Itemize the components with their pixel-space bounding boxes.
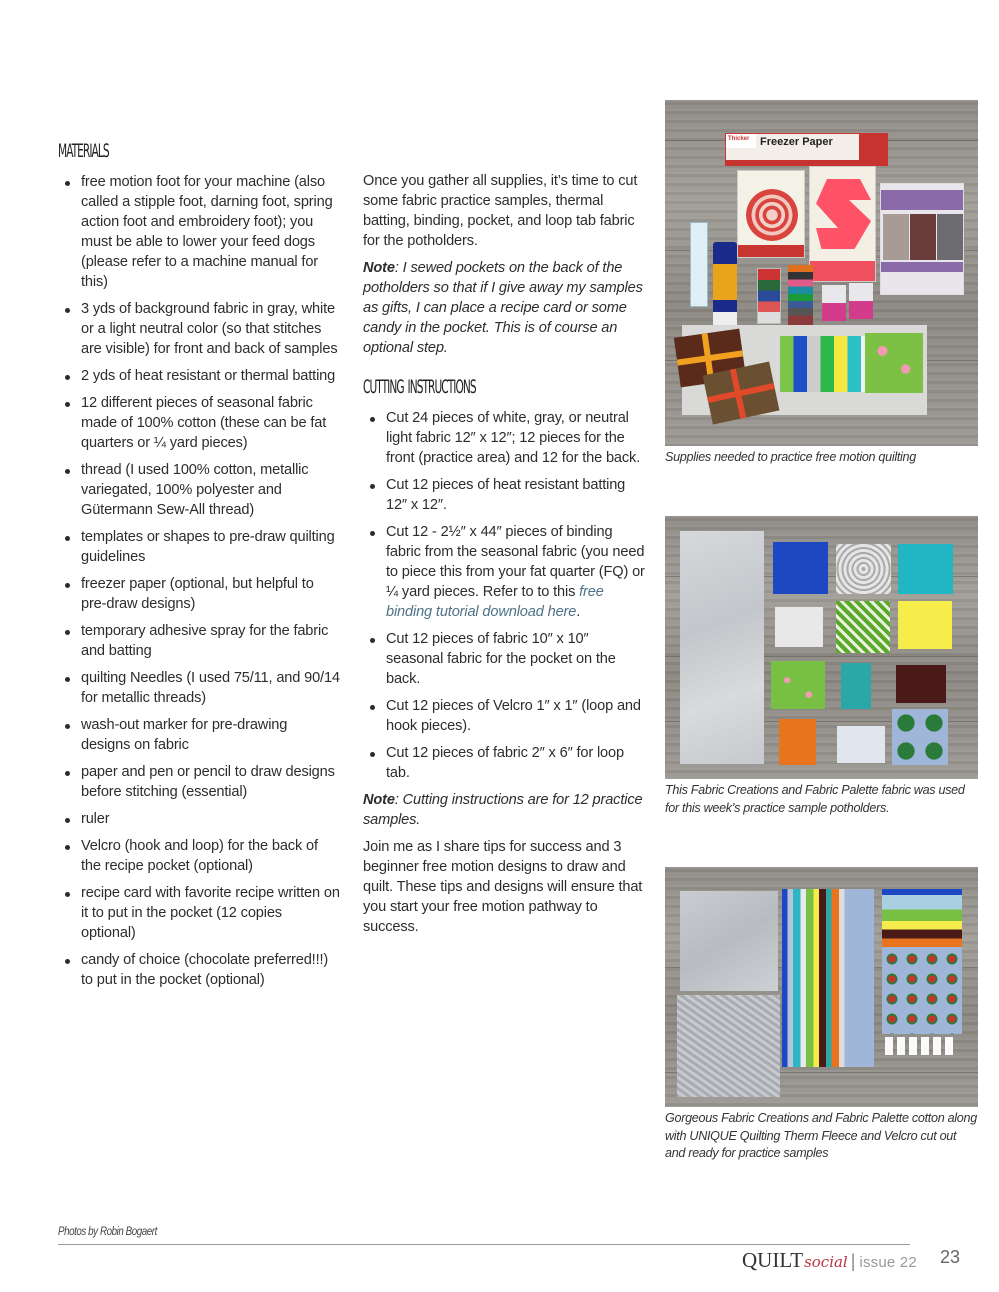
figure-fabrics xyxy=(665,516,979,817)
cutting-item-text: Cut 12 - 2½″ x 44″ pieces of binding fabric from the seasonal fabric (you need to piece this from your fat quarter (FQ) or ¼ yard pieces. Refer to to this xyxy=(386,524,645,600)
cutting-item xyxy=(363,475,648,515)
materials-item: 2 yds of heat resistant or thermal batting xyxy=(58,366,340,386)
circle-template-pack xyxy=(737,170,805,258)
materials-item: freezer paper (optional, but helpful to pre-draw designs) xyxy=(58,574,340,614)
needle-pack-2 xyxy=(849,283,873,319)
materials-item: recipe card with favorite recipe written on it to put in the pocket (12 copies optional) xyxy=(58,883,340,943)
supplies-photo xyxy=(665,100,978,446)
magazine-brand xyxy=(742,1248,917,1273)
cutting-note xyxy=(363,790,648,830)
fabric-fox-brown xyxy=(896,665,946,703)
intro-paragraph: Once you gather all supplies, it’s time to cut some fabric practice samples, thermal batting, binding, pocket, and loop tab fabric for the potholders. xyxy=(363,173,638,249)
gray-fabric-square xyxy=(680,891,778,991)
cutting-item-text: Cut 12 pieces of Velcro 1″ x 1″ (loop and hook pieces). xyxy=(386,698,641,734)
adhesive-spray-can xyxy=(713,242,737,326)
materials-item: ruler xyxy=(58,809,340,829)
gray-fabric-bolt xyxy=(680,531,764,764)
fabric-wreath xyxy=(892,709,948,765)
fabric-stack-bright xyxy=(780,336,870,392)
brand-quilt-wordmark: QUILT xyxy=(742,1248,804,1272)
cutting-item-text: Cut 12 pieces of fabric 10″ x 10″ seasonal fabric for the pocket on the back. xyxy=(386,631,616,687)
note-text: : Cutting instructions are for 12 practice samples. xyxy=(363,792,643,828)
materials-item: Velcro (hook and loop) for the back of the recipe pocket (optional) xyxy=(58,836,340,876)
figure-supplies xyxy=(665,100,978,467)
jelly-template-pack xyxy=(809,166,876,282)
cutting-instructions-heading: cutting instructions xyxy=(363,369,476,400)
therm-fleece-pack xyxy=(880,183,964,295)
cutting-item-text: Cut 12 pieces of fabric 2″ x 6″ for loop tab. xyxy=(386,745,624,781)
instructions-column xyxy=(363,171,648,944)
figure-cut-pieces xyxy=(665,867,979,1163)
brand-social-wordmark: social xyxy=(804,1253,848,1271)
fabric-flower xyxy=(865,333,923,393)
materials-item: candy of choice (chocolate preferred!!!) to put in the pocket (optional) xyxy=(58,950,340,990)
intro-note xyxy=(363,258,648,358)
cut-pieces-photo xyxy=(665,867,978,1107)
fabric-bunnies xyxy=(775,607,823,647)
note-label: Note xyxy=(363,792,395,808)
cutting-item-text: Cut 24 pieces of white, gray, or neutral light fabric 12″ x 12″; 12 pieces for the front (practice area) and 12 for the back. xyxy=(386,410,641,466)
caption-fabrics: This Fabric Creations and Fabric Palette fabric was used for this week’s practice sample potholders. xyxy=(665,783,965,815)
therm-fleece-square xyxy=(677,995,780,1097)
note-text: : I sewed pockets on the back of the potholders so that if I give away my samples as gifts, I can place a recipe card or some candy in the pocket. This is of course an optional step. xyxy=(363,260,643,356)
materials-column xyxy=(58,132,340,997)
materials-item: 3 yds of background fabric in gray, white or a light neutral color (so that stitches are visible) for front and back of samples xyxy=(58,299,340,359)
fabric-green-geo xyxy=(836,601,890,653)
cutting-item xyxy=(363,629,648,689)
materials-item: 12 different pieces of seasonal fabric made of 100% cotton (these can be fat quarters or ¼ yard pieces) xyxy=(58,393,340,453)
materials-item: templates or shapes to pre-draw quilting guidelines xyxy=(58,527,340,567)
cutting-item xyxy=(363,408,648,468)
cutting-item xyxy=(363,743,648,783)
materials-item: wash-out marker for pre-drawing designs on fabric xyxy=(58,715,340,755)
materials-item: paper and pen or pencil to draw designs before stitching (essential) xyxy=(58,762,340,802)
pocket-fabric-stack xyxy=(882,889,962,1034)
issue-label: issue 22 xyxy=(859,1254,917,1271)
cutting-item-text: Cut 12 pieces of heat resistant batting 12″ x 12″. xyxy=(386,477,626,513)
footer-divider xyxy=(58,1244,910,1245)
caption-cut-pieces: Gorgeous Fabric Creations and Fabric Palette cotton along with UNIQUE Quilting Therm Fleece and Velcro cut out and ready for practice samples xyxy=(665,1111,977,1160)
thread-spools xyxy=(788,265,813,325)
cutting-item xyxy=(363,522,648,622)
cutting-item xyxy=(363,696,648,736)
needle-pack-1 xyxy=(822,285,846,321)
cutting-list xyxy=(363,408,648,783)
fabric-teal-bear xyxy=(841,663,871,709)
closing-paragraph: Join me as I share tips for success and 3 beginner free motion designs to draw and quilt. These tips and designs will ensure that you start your free motion pathway to success. xyxy=(363,839,643,935)
cutting-item-punctuation: . xyxy=(576,604,581,620)
fabric-orange-fox xyxy=(779,719,816,765)
fabric-green-flowers xyxy=(771,661,825,709)
binding-tutorial-link[interactable]: free binding tutorial download here xyxy=(386,584,604,620)
materials-item: temporary adhesive spray for the fabric and batting xyxy=(58,621,340,661)
freezer-paper-box: Thicker Freezer Paper xyxy=(725,133,888,166)
materials-item: thread (I used 100% cotton, metallic variegated, 100% polyester and Gütermann Sew-All thread) xyxy=(58,460,340,520)
caption-supplies: Supplies needed to practice free motion quilting xyxy=(665,450,916,464)
page-number: 23 xyxy=(940,1247,961,1267)
binding-strips xyxy=(782,889,874,1067)
photo-credit: Photos by Robin Bogaert xyxy=(58,1226,157,1238)
materials-item: free motion foot for your machine (also called a stipple foot, darning foot, spring action foot and embroidery foot); you must be able to lower your feed dogs (please refer to a machine manual for this) xyxy=(58,172,340,292)
fabric-gray-lace xyxy=(836,544,891,594)
materials-item: quilting Needles (I used 75/11, and 90/14 for metallic threads) xyxy=(58,668,340,708)
materials-list xyxy=(58,172,340,990)
fabric-blue xyxy=(773,542,828,594)
marker-pack xyxy=(690,222,708,307)
fabric-woodland xyxy=(837,726,885,763)
velcro-pieces xyxy=(885,1037,957,1055)
note-label: Note xyxy=(363,260,395,276)
fabric-yellow xyxy=(898,601,952,649)
thread-pack xyxy=(757,268,781,324)
brand-separator: | xyxy=(850,1251,856,1271)
fabrics-photo xyxy=(665,516,978,779)
materials-heading: materials xyxy=(58,133,109,164)
fabric-teal xyxy=(898,544,953,594)
